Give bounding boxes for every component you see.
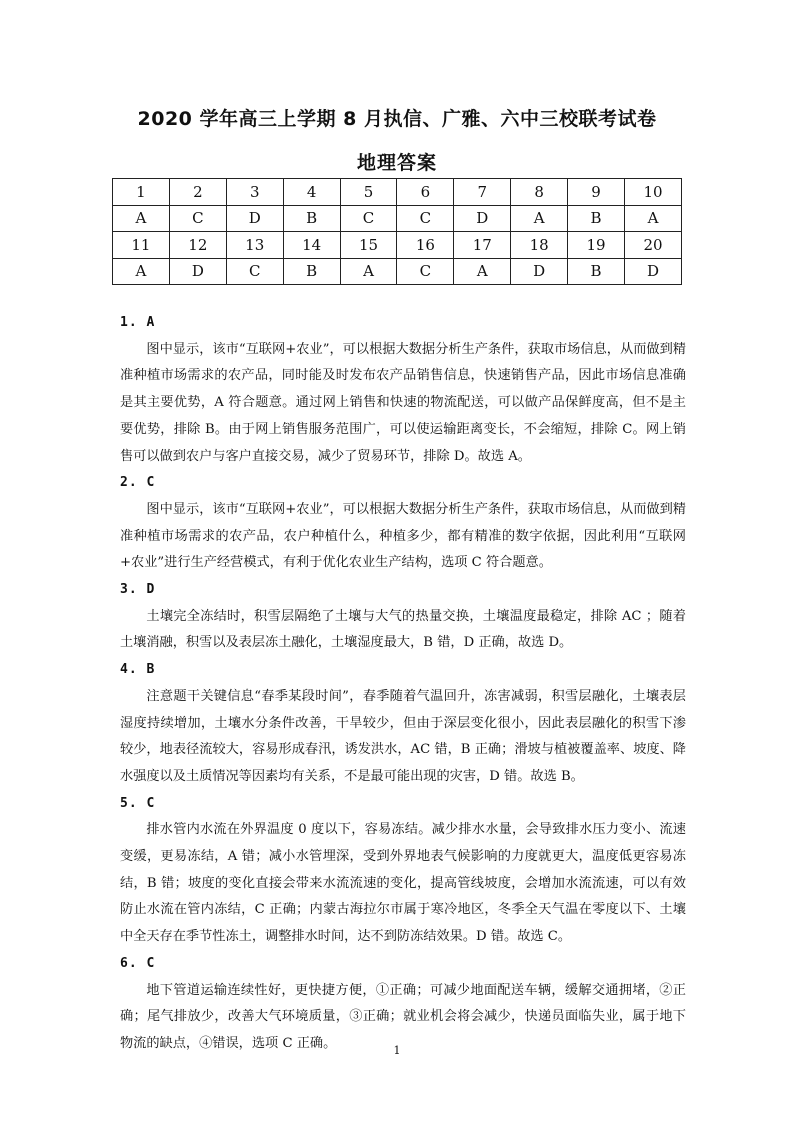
table-cell: 16 <box>397 232 454 259</box>
table-cell: 10 <box>625 179 682 206</box>
answer-table-row <box>113 205 682 232</box>
page-number: 1 <box>393 1044 401 1057</box>
table-cell: C <box>397 205 454 232</box>
table-cell: 1 <box>113 179 170 206</box>
table-cell: A <box>454 258 511 285</box>
table-cell: C <box>226 258 283 285</box>
answer-table <box>112 178 682 285</box>
table-cell: D <box>226 205 283 232</box>
table-cell: 13 <box>226 232 283 259</box>
table-cell: A <box>113 258 170 285</box>
table-cell: C <box>340 205 397 232</box>
question-6-heading: 6. C <box>120 955 156 971</box>
question-3-heading: 3. D <box>120 582 156 598</box>
question-4-explanation: 注意题干关键信息“春季某段时间”，春季随着气温回升，冻害减弱，积雪层融化，土壤表层湿度持续增加，土壤水分条件改善，干旱较少，但由于深层变化很小，因此表层融化的积雪下渗较少，地表径流较大，容易形成春汛，诱发洪水，AC 错，B 正确；滑坡与植被覆盖率、坡度、降水强度以及土质情况等因素均有关系，不是最可能出现的灾害，D 错。故选 B。 <box>120 688 686 784</box>
table-cell: B <box>283 205 340 232</box>
table-cell: 12 <box>169 232 226 259</box>
answer-table-row <box>113 232 682 259</box>
question-4-heading: 4. B <box>120 662 156 678</box>
table-cell: D <box>625 258 682 285</box>
table-cell: 17 <box>454 232 511 259</box>
table-cell: A <box>113 205 170 232</box>
table-cell: B <box>283 258 340 285</box>
table-cell: 11 <box>113 232 170 259</box>
table-cell: 2 <box>169 179 226 206</box>
answer-table-row <box>113 179 682 206</box>
table-cell: 20 <box>625 232 682 259</box>
table-cell: 9 <box>568 179 625 206</box>
answer-table-row <box>113 258 682 285</box>
document-title: 2020 学年高三上学期 8 月执信、广雅、六中三校联考试卷 <box>137 108 657 130</box>
table-cell: 4 <box>283 179 340 206</box>
question-5-heading: 5. C <box>120 795 156 811</box>
table-cell: D <box>169 258 226 285</box>
document-subtitle: 地理答案 <box>356 152 437 174</box>
table-cell: 7 <box>454 179 511 206</box>
question-6-explanation: 地下管道运输连续性好，更快捷方便，①正确；可减少地面配送车辆，缓解交通拥堵，②正确；尾气排放少，改善大气环境质量，③正确；就业机会将会减少，快递员面临失业，属于地下物流的缺点，④错误，选项 C 正确。 <box>120 982 686 1051</box>
table-cell: 19 <box>568 232 625 259</box>
table-cell: D <box>511 258 568 285</box>
table-cell: D <box>454 205 511 232</box>
table-cell: 6 <box>397 179 454 206</box>
table-cell: 14 <box>283 232 340 259</box>
table-cell: 5 <box>340 179 397 206</box>
table-cell: C <box>397 258 454 285</box>
table-cell: 15 <box>340 232 397 259</box>
answer-explanations <box>120 310 686 1058</box>
question-3-explanation: 土壤完全冻结时，积雪层隔绝了土壤与大气的热量交换，土壤温度最稳定，排除 AC ；随着土壤消融，积雪以及表层冻土融化，土壤湿度最大，B 错，D 正确，故选 D。 <box>120 608 686 651</box>
question-1-heading: 1. A <box>120 315 156 330</box>
table-cell: 8 <box>511 179 568 206</box>
table-cell: A <box>511 205 568 232</box>
table-cell: 18 <box>511 232 568 259</box>
question-1-explanation: 图中显示，该市“互联网+农业”，可以根据大数据分析生产条件，获取市场信息，从而做到精准种植市场需求的农产品，同时能及时发布农产品销售信息，快速销售产品，因此市场信息准确是其主要优势，A 符合题意。通过网上销售和快速的物流配送，可以做产品保鲜度高，但不是主要优势，排除 B。由于网上销售服务范围广，可以使运输距离变长，不会缩短，排除 C。网上销售可以做到农户与客户直接交易，减少了贸易环节，排除 D。故选 A。 <box>120 341 686 464</box>
table-cell: 3 <box>226 179 283 206</box>
table-cell: A <box>625 205 682 232</box>
table-cell: C <box>169 205 226 232</box>
question-5-explanation: 排水管内水流在外界温度 0 度以下，容易冻结。减少排水水量，会导致排水压力变小、流速变缓，更易冻结，A 错；减小水管埋深，受到外界地表气候影响的力度就更大，温度低更容易冻结，B 错；坡度的变化直接会带来水流流速的变化，提高管线坡度，会增加水流流速，可以有效防止水流在管内冻结，C 正确；内蒙古海拉尔市属于寒冷地区，冬季全天气温在零度以下、土壤中全天存在季节性冻土，调整排水时间，达不到防冻结效果。D 错。故选 C。 <box>120 822 686 945</box>
table-cell: B <box>568 205 625 232</box>
question-2-heading: 2. C <box>120 475 156 491</box>
question-2-explanation: 图中显示，该市“互联网+农业”，可以根据大数据分析生产条件，获取市场信息，从而做到精准种植市场需求的农产品，农户种植什么，种植多少，都有精准的数字依据，因此利用“互联网+农业”进行生产经营模式，有利于优化农业生产结构，选项 C 符合题意。 <box>120 501 686 571</box>
table-cell: A <box>340 258 397 285</box>
table-cell: B <box>568 258 625 285</box>
